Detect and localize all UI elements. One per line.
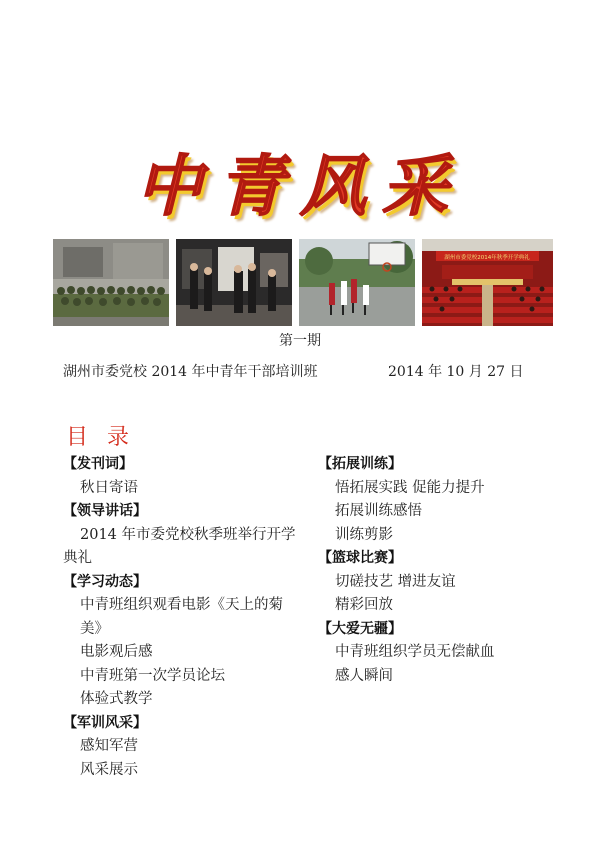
toc-item: 精彩回放 <box>335 597 393 613</box>
toc-section-heading: 【大爱无疆】 <box>318 620 402 637</box>
auditorium-ceremony-photo <box>422 239 553 326</box>
exhibition-visit-photo <box>176 239 292 326</box>
masthead-title: 中青风采 <box>136 147 464 225</box>
toc-item: 中青班组织观看电影《天上的菊美》 <box>80 597 283 637</box>
toc-left-column <box>63 453 303 782</box>
toc-item: 电影观后感 <box>80 644 153 660</box>
basketball-game-photo <box>299 239 415 326</box>
toc-section-heading: 【篮球比赛】 <box>318 550 402 566</box>
toc-item: 感知军营 <box>80 738 138 754</box>
publication-date: 2014 年 10 月 27 日 <box>388 364 524 380</box>
toc-item: 切磋技艺 增进友谊 <box>335 573 456 590</box>
toc-section-heading: 【领导讲话】 <box>63 503 147 519</box>
toc-section-heading: 【军训风采】 <box>63 714 147 731</box>
military-training-photo <box>53 239 169 326</box>
toc-item: 悟拓展实践 促能力提升 <box>335 479 485 496</box>
toc-item: 中青班第一次学员论坛 <box>80 667 225 684</box>
toc-item: 训练剪影 <box>335 526 393 543</box>
toc-title: 目 录 <box>66 425 135 450</box>
toc-item: 秋日寄语 <box>80 479 138 496</box>
toc-item: 风采展示 <box>80 761 138 778</box>
toc-item: 感人瞬间 <box>335 667 393 684</box>
photo-strip <box>53 239 553 326</box>
toc-section-heading: 【发刊词】 <box>63 456 133 472</box>
issue-number: 第一期 <box>279 333 321 349</box>
toc-right-column <box>318 453 558 688</box>
toc-section-heading: 【学习动态】 <box>63 573 147 590</box>
toc-item: 体验式教学 <box>80 691 153 707</box>
publisher-line <box>63 361 563 381</box>
toc-section-heading: 【拓展训练】 <box>318 456 402 472</box>
toc-item: 拓展训练感悟 <box>335 503 422 519</box>
ceremony-banner-text: 湖州市委党校2014年秋季开学典礼 <box>444 255 530 261</box>
publisher-name: 湖州市委党校 2014 年中青年干部培训班 <box>63 364 318 380</box>
toc-item: 中青班组织学员无偿献血 <box>335 644 495 660</box>
toc-item: 2014 年市委党校秋季班举行开学典礼 <box>63 526 296 566</box>
